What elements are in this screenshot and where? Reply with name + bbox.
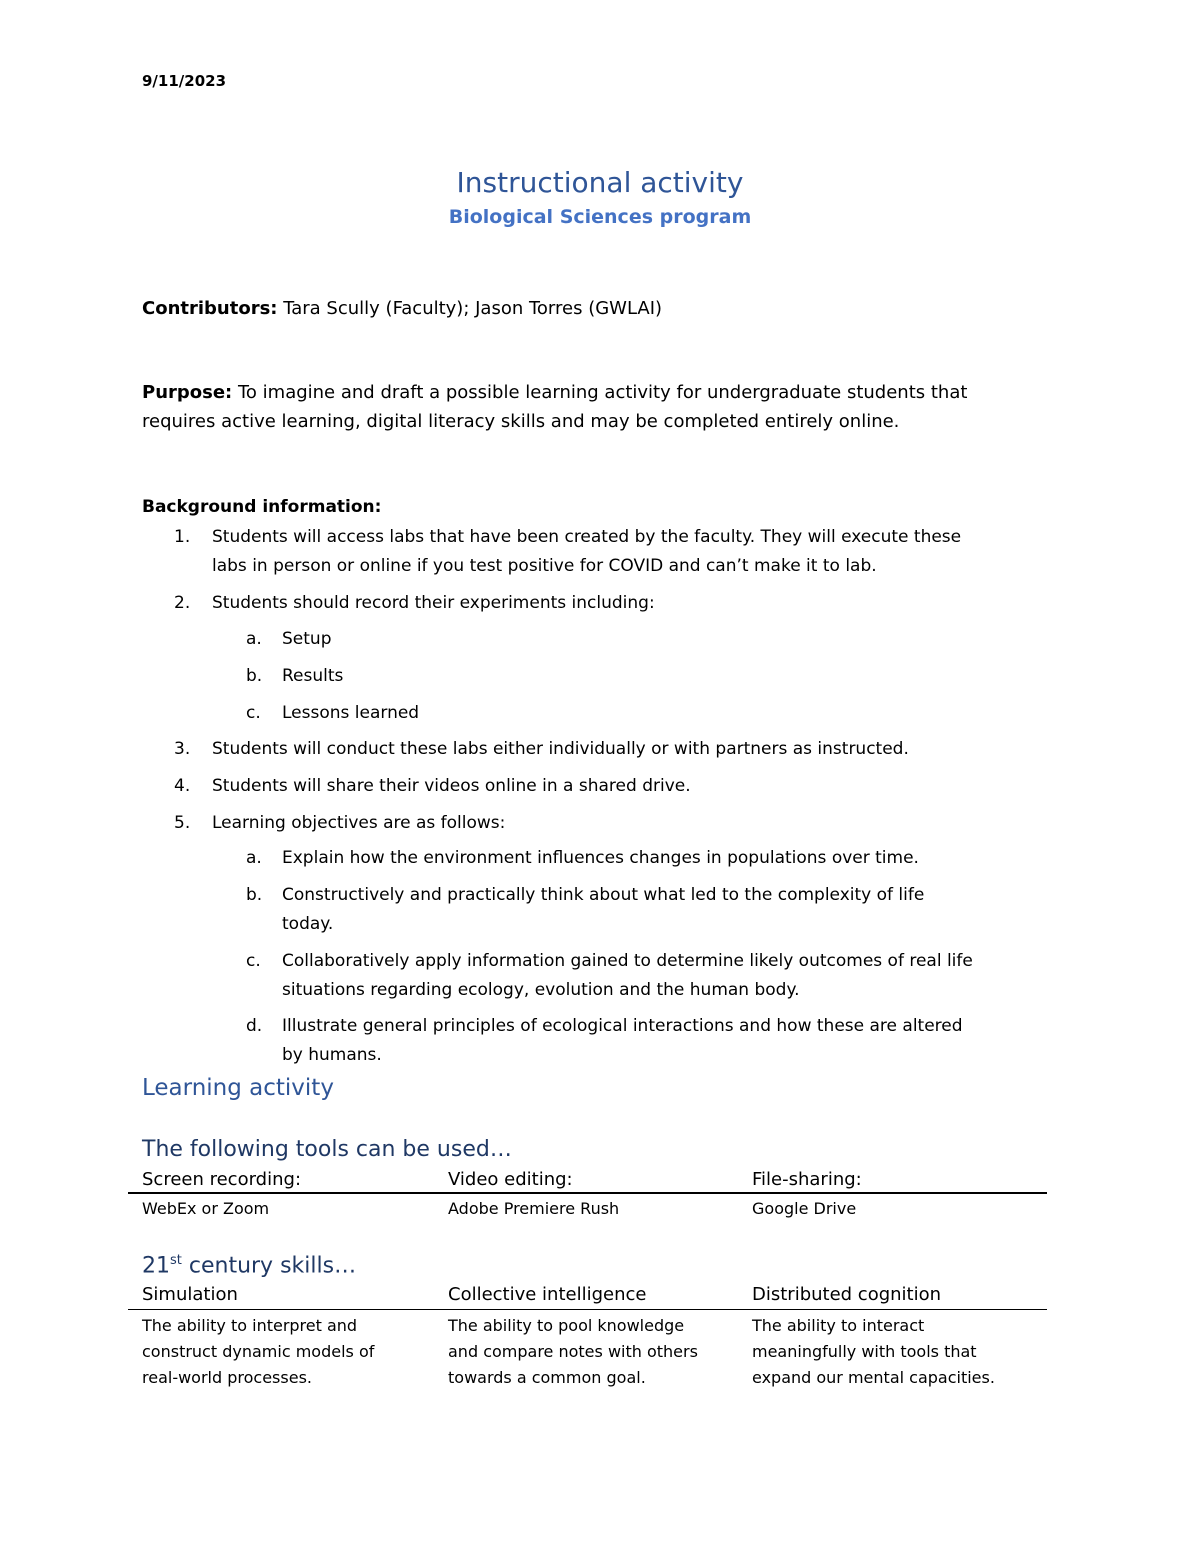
sub-list-letter: a. bbox=[246, 848, 262, 868]
skills-heading-num: 21 bbox=[142, 1253, 170, 1279]
sub-list-text-cont: situations regarding ecology, evolution and the human body. bbox=[282, 980, 800, 1000]
contributors-label: Contributors: bbox=[142, 298, 278, 319]
table-header: Simulation bbox=[142, 1284, 238, 1305]
list-text: Students will conduct these labs either individually or with partners as instructed. bbox=[212, 739, 909, 759]
cell-line: and compare notes with others bbox=[448, 1342, 698, 1361]
list-number: 5. bbox=[174, 813, 191, 833]
list-number: 2. bbox=[174, 593, 191, 613]
document-date: 9/11/2023 bbox=[142, 72, 227, 90]
cell-line: meaningfully with tools that bbox=[752, 1342, 977, 1361]
list-number: 3. bbox=[174, 739, 191, 759]
background-heading: Background information: bbox=[142, 497, 382, 517]
sub-list-text-cont: today. bbox=[282, 914, 334, 934]
skills-heading-rest: century skills… bbox=[181, 1253, 357, 1279]
document-subtitle: Biological Sciences program bbox=[448, 206, 752, 228]
cell-line: construct dynamic models of bbox=[142, 1342, 375, 1361]
table-header: Screen recording: bbox=[142, 1169, 302, 1190]
table-header: Video editing: bbox=[448, 1169, 573, 1190]
table-cell bbox=[448, 1313, 728, 1391]
table-header: Collective intelligence bbox=[448, 1284, 647, 1305]
sub-list-letter: c. bbox=[246, 703, 261, 723]
list-text: Students will access labs that have been created by the faculty. They will execute these bbox=[212, 527, 962, 547]
cell-line: expand our mental capacities. bbox=[752, 1368, 995, 1387]
table-cell bbox=[752, 1313, 1032, 1391]
table-cell: WebEx or Zoom bbox=[142, 1199, 270, 1218]
table-header: File-sharing: bbox=[752, 1169, 862, 1190]
learning-activity-heading: Learning activity bbox=[142, 1075, 334, 1101]
sub-list-letter: c. bbox=[246, 951, 261, 971]
purpose-paragraph bbox=[142, 378, 1022, 436]
sub-list-letter: b. bbox=[246, 885, 263, 905]
cell-line: The ability to interpret and bbox=[142, 1316, 358, 1335]
tools-heading: The following tools can be used… bbox=[142, 1137, 512, 1162]
sub-list-text: Results bbox=[282, 666, 344, 686]
table-divider bbox=[128, 1192, 1047, 1194]
list-text-cont: labs in person or online if you test positive for COVID and can’t make it to lab. bbox=[212, 556, 877, 576]
sub-list-text: Collaboratively apply information gained to determine likely outcomes of real life bbox=[282, 951, 973, 971]
cell-line: The ability to interact bbox=[752, 1316, 925, 1335]
sub-list-letter: d. bbox=[246, 1016, 263, 1036]
document-title: Instructional activity bbox=[456, 166, 744, 199]
table-cell bbox=[142, 1313, 422, 1391]
sub-list-letter: b. bbox=[246, 666, 263, 686]
sub-list-text: Setup bbox=[282, 629, 332, 649]
table-cell: Adobe Premiere Rush bbox=[448, 1199, 620, 1218]
skills-heading bbox=[142, 1253, 356, 1278]
table-cell: Google Drive bbox=[752, 1199, 857, 1218]
list-text: Students should record their experiments including: bbox=[212, 593, 655, 613]
cell-line: towards a common goal. bbox=[448, 1368, 646, 1387]
cell-line: real-world processes. bbox=[142, 1368, 312, 1387]
skills-heading-sup: st bbox=[170, 1253, 182, 1268]
list-text: Students will share their videos online in a shared drive. bbox=[212, 776, 691, 796]
purpose-text: To imagine and draft a possible learning activity for undergraduate students that requires active learning, digital literacy skills and may be completed entirely online. bbox=[142, 382, 968, 432]
sub-list-text: Constructively and practically think about what led to the complexity of life bbox=[282, 885, 925, 905]
purpose-label: Purpose: bbox=[142, 382, 233, 403]
contributors-paragraph bbox=[142, 294, 1062, 323]
list-text: Learning objectives are as follows: bbox=[212, 813, 506, 833]
list-number: 1. bbox=[174, 527, 191, 547]
contributors-text: Tara Scully (Faculty); Jason Torres (GWLAI) bbox=[277, 298, 663, 319]
sub-list-text: Explain how the environment influences changes in populations over time. bbox=[282, 848, 919, 868]
list-number: 4. bbox=[174, 776, 191, 796]
sub-list-text-cont: by humans. bbox=[282, 1045, 382, 1065]
sub-list-text: Lessons learned bbox=[282, 703, 420, 723]
sub-list-letter: a. bbox=[246, 629, 262, 649]
table-header: Distributed cognition bbox=[752, 1284, 942, 1305]
sub-list-text: Illustrate general principles of ecological interactions and how these are altered bbox=[282, 1016, 963, 1036]
table-divider bbox=[128, 1309, 1047, 1310]
cell-line: The ability to pool knowledge bbox=[448, 1316, 685, 1335]
